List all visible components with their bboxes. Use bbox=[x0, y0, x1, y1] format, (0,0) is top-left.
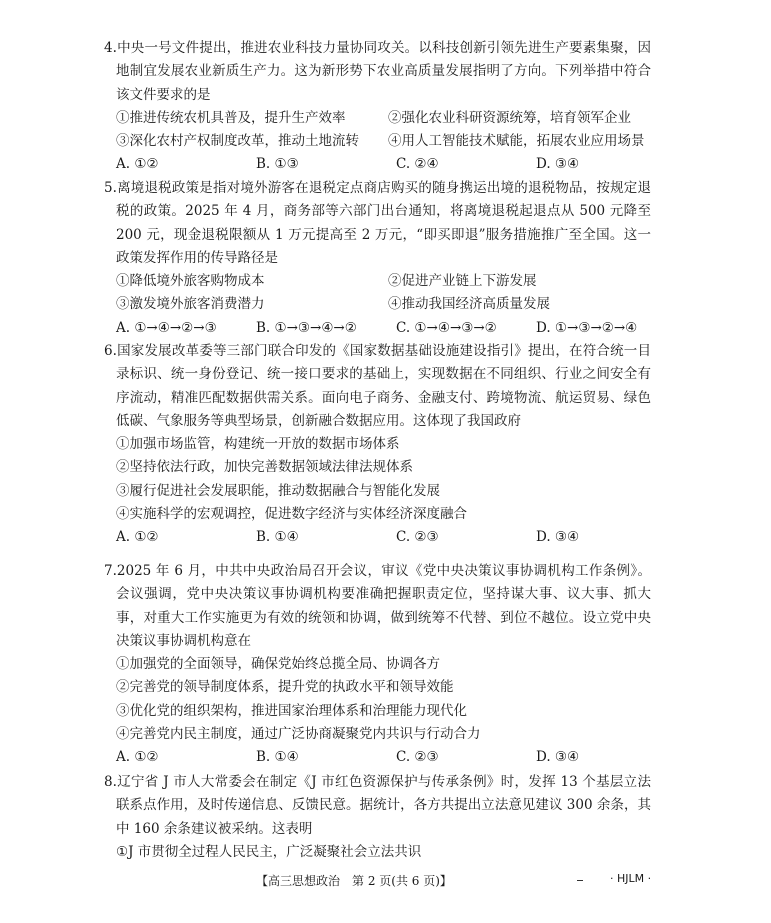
question-number: 7. bbox=[104, 563, 117, 579]
answer-choices bbox=[116, 153, 651, 176]
answer-choices bbox=[116, 746, 651, 769]
answer-a[interactable]: A. ①② bbox=[116, 156, 159, 173]
answer-b[interactable]: B. ①④ bbox=[256, 749, 299, 766]
option-3: ③优化党的组织架构，推进国家治理体系和治理能力现代化 bbox=[116, 702, 467, 719]
option-4: ④用人工智能技术赋能，拓展农业应用场景 bbox=[388, 133, 645, 150]
option-2: ②坚持依法行政，加快完善数据领域法律法规体系 bbox=[116, 459, 413, 476]
option-3: ③激发境外旅客消费潜力 bbox=[116, 296, 265, 313]
option-row bbox=[116, 293, 651, 316]
question-number: 8. bbox=[104, 774, 117, 790]
answer-b[interactable]: B. ①③ bbox=[256, 156, 299, 173]
option-1: ①降低境外旅客购物成本 bbox=[116, 273, 265, 290]
question-text: 2025 年 6 月，中共中央政治局召开会议，审议《党中央决策议事协调机构工作条例》。会议强调，党中央决策议事协调机构要准确把握职责定位，坚持谋大事、议大事、抓大事，对重大工作实施更为有效的统领和协调，做到统筹不代替、到位不越位。设立党中央决策议事协调机构意在 bbox=[116, 563, 651, 649]
answer-d[interactable]: D. ①→③→②→④ bbox=[536, 319, 638, 336]
answer-choices bbox=[116, 317, 651, 340]
option-3: ③履行促进社会发展职能，推动数据融合与智能化发展 bbox=[116, 482, 440, 499]
answer-a[interactable]: A. ①② bbox=[116, 529, 159, 546]
answer-d[interactable]: D. ③④ bbox=[536, 156, 580, 173]
question-number: 4. bbox=[104, 40, 117, 56]
option-1: ①J 市贯彻全过程人民民主，广泛凝聚社会立法共识 bbox=[116, 843, 422, 860]
option-2: ②完善党的领导制度体系，提升党的执政水平和领导效能 bbox=[116, 679, 454, 696]
question-stem bbox=[104, 177, 651, 270]
question-stem bbox=[104, 560, 651, 653]
question-number: 5. bbox=[104, 180, 117, 196]
option-1: ①加强市场监管，构建统一开放的数据市场体系 bbox=[116, 436, 400, 453]
option-3: ③深化农村产权制度改革，推动土地流转 bbox=[116, 133, 359, 150]
question-5 bbox=[104, 177, 651, 340]
option-4: ④实施科学的宏观调控，促进数字经济与实体经济深度融合 bbox=[116, 506, 467, 523]
footer-code: · HJLM · bbox=[610, 872, 652, 885]
page-number-label: 【高三思想政治 第 2 页(共 6 页)】 bbox=[256, 874, 452, 888]
question-stem bbox=[104, 771, 651, 841]
answer-a[interactable]: A. ①② bbox=[116, 749, 159, 766]
option-row bbox=[116, 130, 651, 153]
question-6 bbox=[104, 340, 651, 550]
question-text: 辽宁省 J 市人大常委会在制定《J 市红色资源保护与传承条例》时，发挥 13 个基层立法联系点作用，及时传递信息、反馈民意。据统计，各方共提出立法意见建议 300 余条，其中 160 余条建议被采纳。这表明 bbox=[116, 774, 651, 837]
question-text: 国家发展改革委等三部门联合印发的《国家数据基础设施建设指引》提出，在符合统一目录标识、统一身份登记、统一接口要求的基础上，实现数据在不同组织、行业之间安全有序流动，精准匹配数据供需关系。面向电子商务、金融支付、跨境物流、航运贸易、绿色低碳、气象服务等典型场景，创新融合数据应用。这体现了我国政府 bbox=[116, 343, 651, 429]
question-4 bbox=[104, 37, 651, 177]
option-2: ②强化农业科研资源统筹，培育领军企业 bbox=[388, 109, 631, 126]
option-2: ②促进产业链上下游发展 bbox=[388, 273, 537, 290]
question-text: 中央一号文件提出，推进农业科技力量协同攻关。以科技创新引领先进生产要素集聚，因地制宜发展农业新质生产力。这为新形势下农业高质量发展指明了方向。下列举措中符合该文件要求的是 bbox=[116, 40, 651, 103]
answer-c[interactable]: C. ①→④→③→② bbox=[396, 319, 497, 336]
answer-a[interactable]: A. ①→④→②→③ bbox=[116, 319, 217, 336]
answer-c[interactable]: C. ②③ bbox=[396, 749, 439, 766]
answer-b[interactable]: B. ①→③→④→② bbox=[256, 319, 357, 336]
option-row bbox=[116, 270, 651, 293]
question-stem bbox=[104, 340, 651, 433]
option-4: ④完善党内民主制度，通过广泛协商凝聚党内共识与行动合力 bbox=[116, 726, 481, 743]
option-1: ①加强党的全面领导，确保党始终总揽全局、协调各方 bbox=[116, 656, 440, 673]
question-stem bbox=[104, 37, 651, 107]
question-7 bbox=[104, 560, 651, 770]
question-text: 离境退税政策是指对境外游客在退税定点商店购买的随身携运出境的退税物品，按规定退税的政策。2025 年 4 月，商务部等六部门出台通知，将离境退税起退点从 500 元降至 200 元，现金退税限额从 1 万元提高至 2 万元，“即买即退”服务措施推广至全国。这一政策发挥作用的传导路径是 bbox=[116, 180, 651, 266]
answer-c[interactable]: C. ②④ bbox=[396, 156, 439, 173]
footer-dash bbox=[577, 880, 583, 881]
answer-c[interactable]: C. ②③ bbox=[396, 529, 439, 546]
question-8 bbox=[104, 771, 651, 864]
question-number: 6. bbox=[104, 343, 117, 359]
answer-b[interactable]: B. ①④ bbox=[256, 529, 299, 546]
answer-d[interactable]: D. ③④ bbox=[536, 529, 580, 546]
option-row bbox=[116, 107, 651, 130]
answer-choices bbox=[116, 526, 651, 549]
answer-d[interactable]: D. ③④ bbox=[536, 749, 580, 766]
option-4: ④推动我国经济高质量发展 bbox=[388, 296, 550, 313]
option-1: ①推进传统农机具普及，提升生产效率 bbox=[116, 109, 346, 126]
